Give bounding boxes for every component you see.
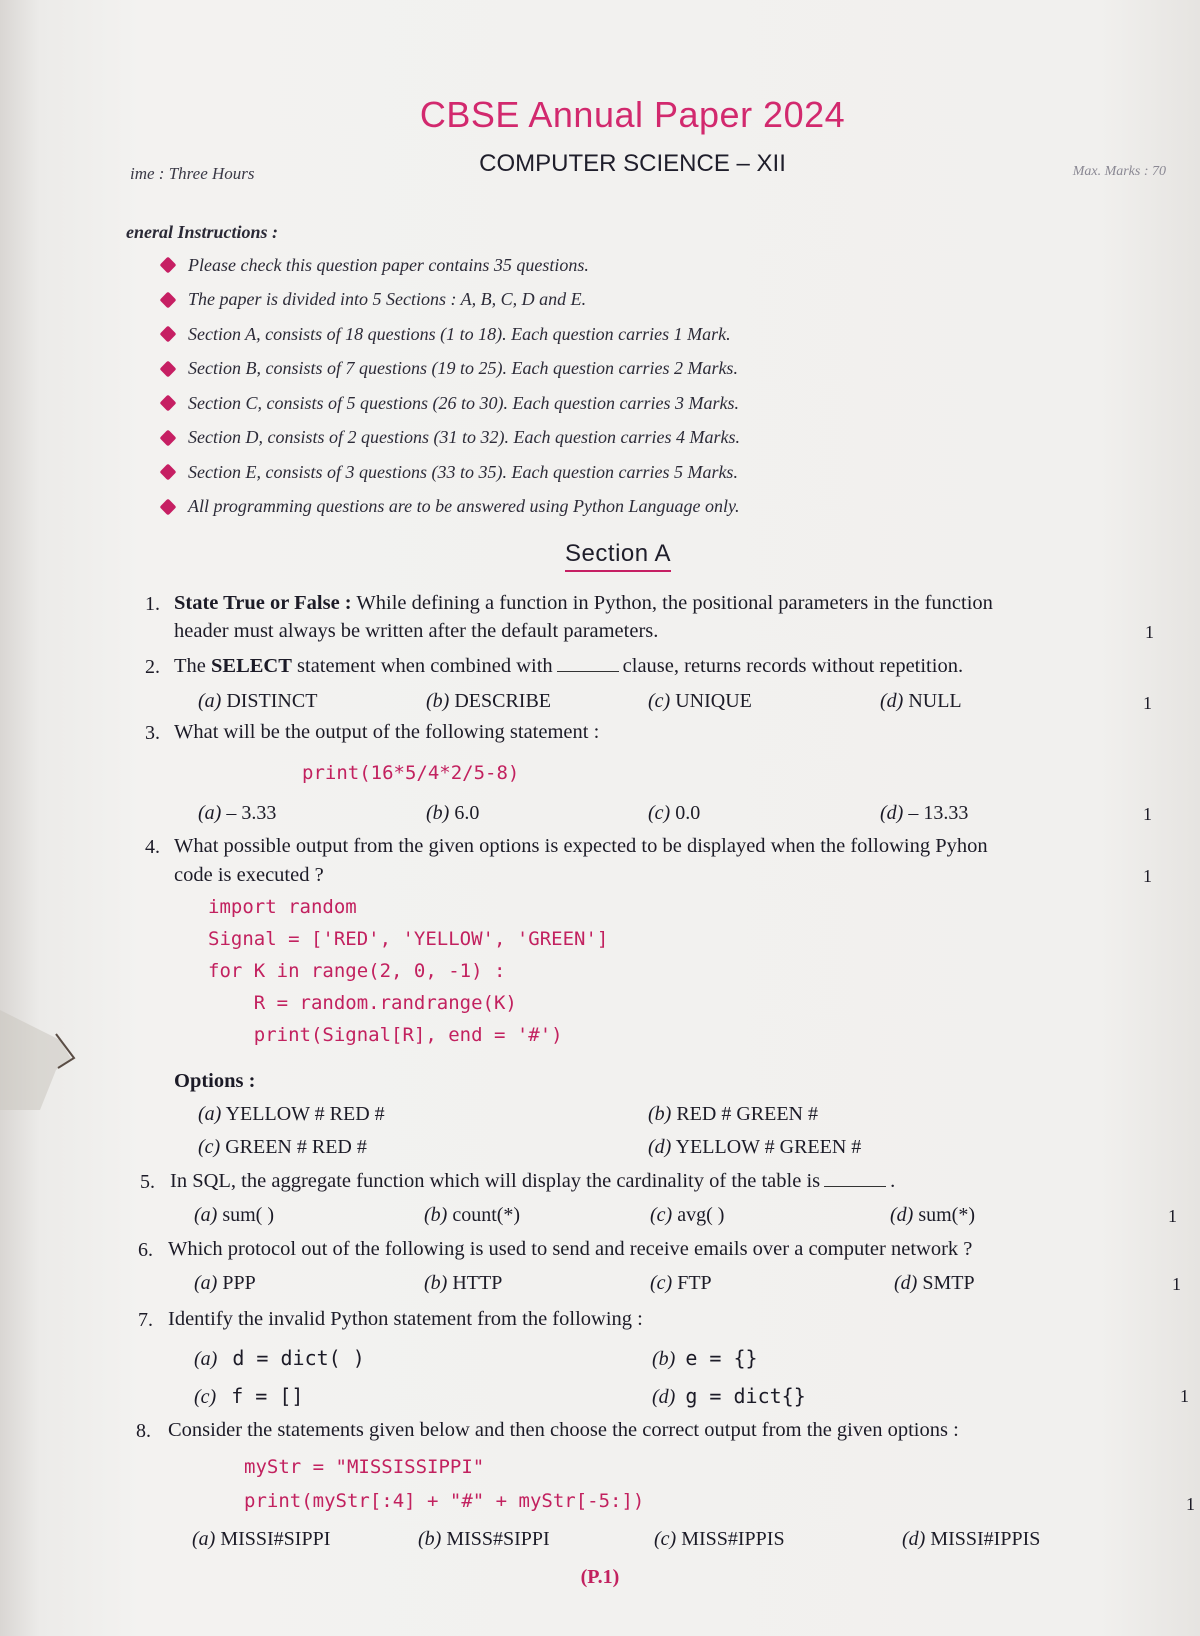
option: (a) sum( ) bbox=[194, 1204, 274, 1226]
max-marks: Max. Marks : 70 bbox=[1072, 164, 1166, 179]
marks-value: 1 bbox=[1145, 622, 1154, 642]
diamond-bullet-icon bbox=[160, 395, 177, 412]
question-label: State True or False : bbox=[174, 592, 352, 614]
option: (c) 0.0 bbox=[648, 802, 701, 824]
diamond-bullet-icon bbox=[160, 498, 177, 515]
question-number: 4. bbox=[145, 836, 160, 858]
option: (a) DISTINCT bbox=[198, 690, 318, 712]
option: (c) FTP bbox=[650, 1272, 712, 1294]
instructions-list bbox=[160, 248, 1060, 524]
option: (d) sum(*) bbox=[890, 1204, 975, 1226]
option: (a) YELLOW # RED # bbox=[198, 1103, 385, 1125]
question-text: What possible output from the given options is expected to be displayed when the following Pyhon bbox=[174, 835, 988, 857]
question-text: header must always be written after the default parameters. bbox=[174, 620, 659, 642]
instruction-item: The paper is divided into 5 Sections : A, B, C, D and E. bbox=[160, 283, 1060, 318]
instruction-item: Section C, consists of 5 questions (26 to 30). Each question carries 3 Marks. bbox=[160, 386, 1060, 421]
diamond-bullet-icon bbox=[160, 291, 177, 308]
instruction-item: Section A, consists of 18 questions (1 to 18). Each question carries 1 Mark. bbox=[160, 317, 1060, 352]
instruction-item: All programming questions are to be answered using Python Language only. bbox=[160, 490, 1060, 525]
code-line: R = random.randrange(K) bbox=[208, 992, 517, 1014]
question-text: Identify the invalid Python statement from the following : bbox=[168, 1308, 643, 1330]
marks-value: 1 bbox=[1143, 804, 1152, 824]
question-number: 6. bbox=[138, 1239, 153, 1261]
question-number: 5. bbox=[140, 1171, 155, 1193]
option: (a) MISSI#SIPPI bbox=[192, 1528, 331, 1550]
marks-value: 1 bbox=[1168, 1206, 1177, 1226]
instruction-item: Section D, consists of 2 questions (31 to 32). Each question carries 4 Marks. bbox=[160, 421, 1060, 456]
page-tear-mark bbox=[0, 1000, 90, 1110]
question-text: Which protocol out of the following is used to send and receive emails over a computer network ? bbox=[168, 1238, 973, 1260]
marks-value: 1 bbox=[1143, 693, 1152, 713]
code-line: print(16*5/4*2/5-8) bbox=[302, 762, 520, 784]
code-line: for K in range(2, 0, -1) : bbox=[208, 960, 506, 982]
diamond-bullet-icon bbox=[160, 360, 177, 377]
question-text: What will be the output of the following statement : bbox=[174, 721, 600, 743]
code-line: Signal = ['RED', 'YELLOW', 'GREEN'] bbox=[208, 928, 609, 950]
diamond-bullet-icon bbox=[160, 464, 177, 481]
option: (d) g = dict{} bbox=[652, 1384, 806, 1408]
option: (b) MISS#SIPPI bbox=[418, 1528, 550, 1550]
diamond-bullet-icon bbox=[160, 257, 177, 274]
code-line: print(Signal[R], end = '#') bbox=[208, 1024, 563, 1046]
option: (d) MISSI#IPPIS bbox=[902, 1528, 1041, 1550]
option: (c) f = [] bbox=[194, 1384, 304, 1408]
diamond-bullet-icon bbox=[160, 326, 177, 343]
question-text: Consider the statements given below and then choose the correct output from the given options : bbox=[168, 1419, 959, 1441]
marks-value: 1 bbox=[1186, 1494, 1195, 1514]
question-text: The SELECT statement when combined with clause, returns records without repetition. bbox=[174, 655, 964, 677]
code-line: print(myStr[:4] + "#" + myStr[-5:]) bbox=[244, 1490, 645, 1512]
code-line: myStr = "MISSISSIPPI" bbox=[244, 1456, 485, 1478]
code-line: import random bbox=[208, 896, 357, 918]
option: (d) NULL bbox=[880, 690, 962, 712]
options-label: Options : bbox=[174, 1070, 256, 1092]
option: (a) – 3.33 bbox=[198, 802, 277, 824]
option: (c) avg( ) bbox=[650, 1204, 725, 1226]
question-number: 3. bbox=[145, 722, 160, 744]
answer-blank bbox=[824, 1186, 886, 1187]
option: (a) PPP bbox=[194, 1272, 256, 1294]
question-number: 8. bbox=[136, 1420, 151, 1442]
subject-title: COMPUTER SCIENCE – XII bbox=[479, 150, 786, 177]
instruction-item: Section B, consists of 7 questions (19 to 25). Each question carries 2 Marks. bbox=[160, 352, 1060, 387]
option: (b) e = {} bbox=[652, 1346, 758, 1370]
option: (b) count(*) bbox=[424, 1204, 521, 1226]
question-number: 7. bbox=[138, 1309, 153, 1331]
answer-blank bbox=[557, 671, 619, 672]
instruction-item: Please check this question paper contains 35 questions. bbox=[160, 248, 1060, 283]
option: (c) UNIQUE bbox=[648, 690, 752, 712]
instruction-item: Section E, consists of 3 questions (33 to 35). Each question carries 5 Marks. bbox=[160, 455, 1060, 490]
marks-value: 1 bbox=[1172, 1274, 1181, 1294]
option: (b) DESCRIBE bbox=[426, 690, 552, 712]
question-text: code is executed ? bbox=[174, 864, 324, 886]
marks-value: 1 bbox=[1180, 1386, 1189, 1406]
marks-value: 1 bbox=[1143, 866, 1152, 886]
diamond-bullet-icon bbox=[160, 429, 177, 446]
option: (b) HTTP bbox=[424, 1272, 503, 1294]
page-number: (P.1) bbox=[580, 1566, 620, 1588]
option: (d) – 13.33 bbox=[880, 802, 969, 824]
option: (d) YELLOW # GREEN # bbox=[648, 1136, 862, 1158]
question-number: 1. bbox=[145, 593, 160, 615]
option: (b) 6.0 bbox=[426, 802, 480, 824]
general-instructions-heading: eneral Instructions : bbox=[126, 222, 279, 242]
option: (c) MISS#IPPIS bbox=[654, 1528, 785, 1550]
option: (a) d = dict( ) bbox=[194, 1346, 365, 1370]
question-number: 2. bbox=[145, 656, 160, 678]
section-heading: Section A bbox=[0, 540, 1200, 568]
paper-title: CBSE Annual Paper 2024 bbox=[419, 94, 846, 135]
option: (d) SMTP bbox=[894, 1272, 975, 1294]
question-text: In SQL, the aggregate function which will display the cardinality of the table is . bbox=[170, 1170, 896, 1192]
option: (b) RED # GREEN # bbox=[648, 1103, 818, 1125]
time-allowed: ime : Three Hours bbox=[130, 164, 255, 183]
option: (c) GREEN # RED # bbox=[198, 1136, 367, 1158]
question-text: State True or False : While defining a function in Python, the positional parameters in the function bbox=[174, 592, 993, 614]
